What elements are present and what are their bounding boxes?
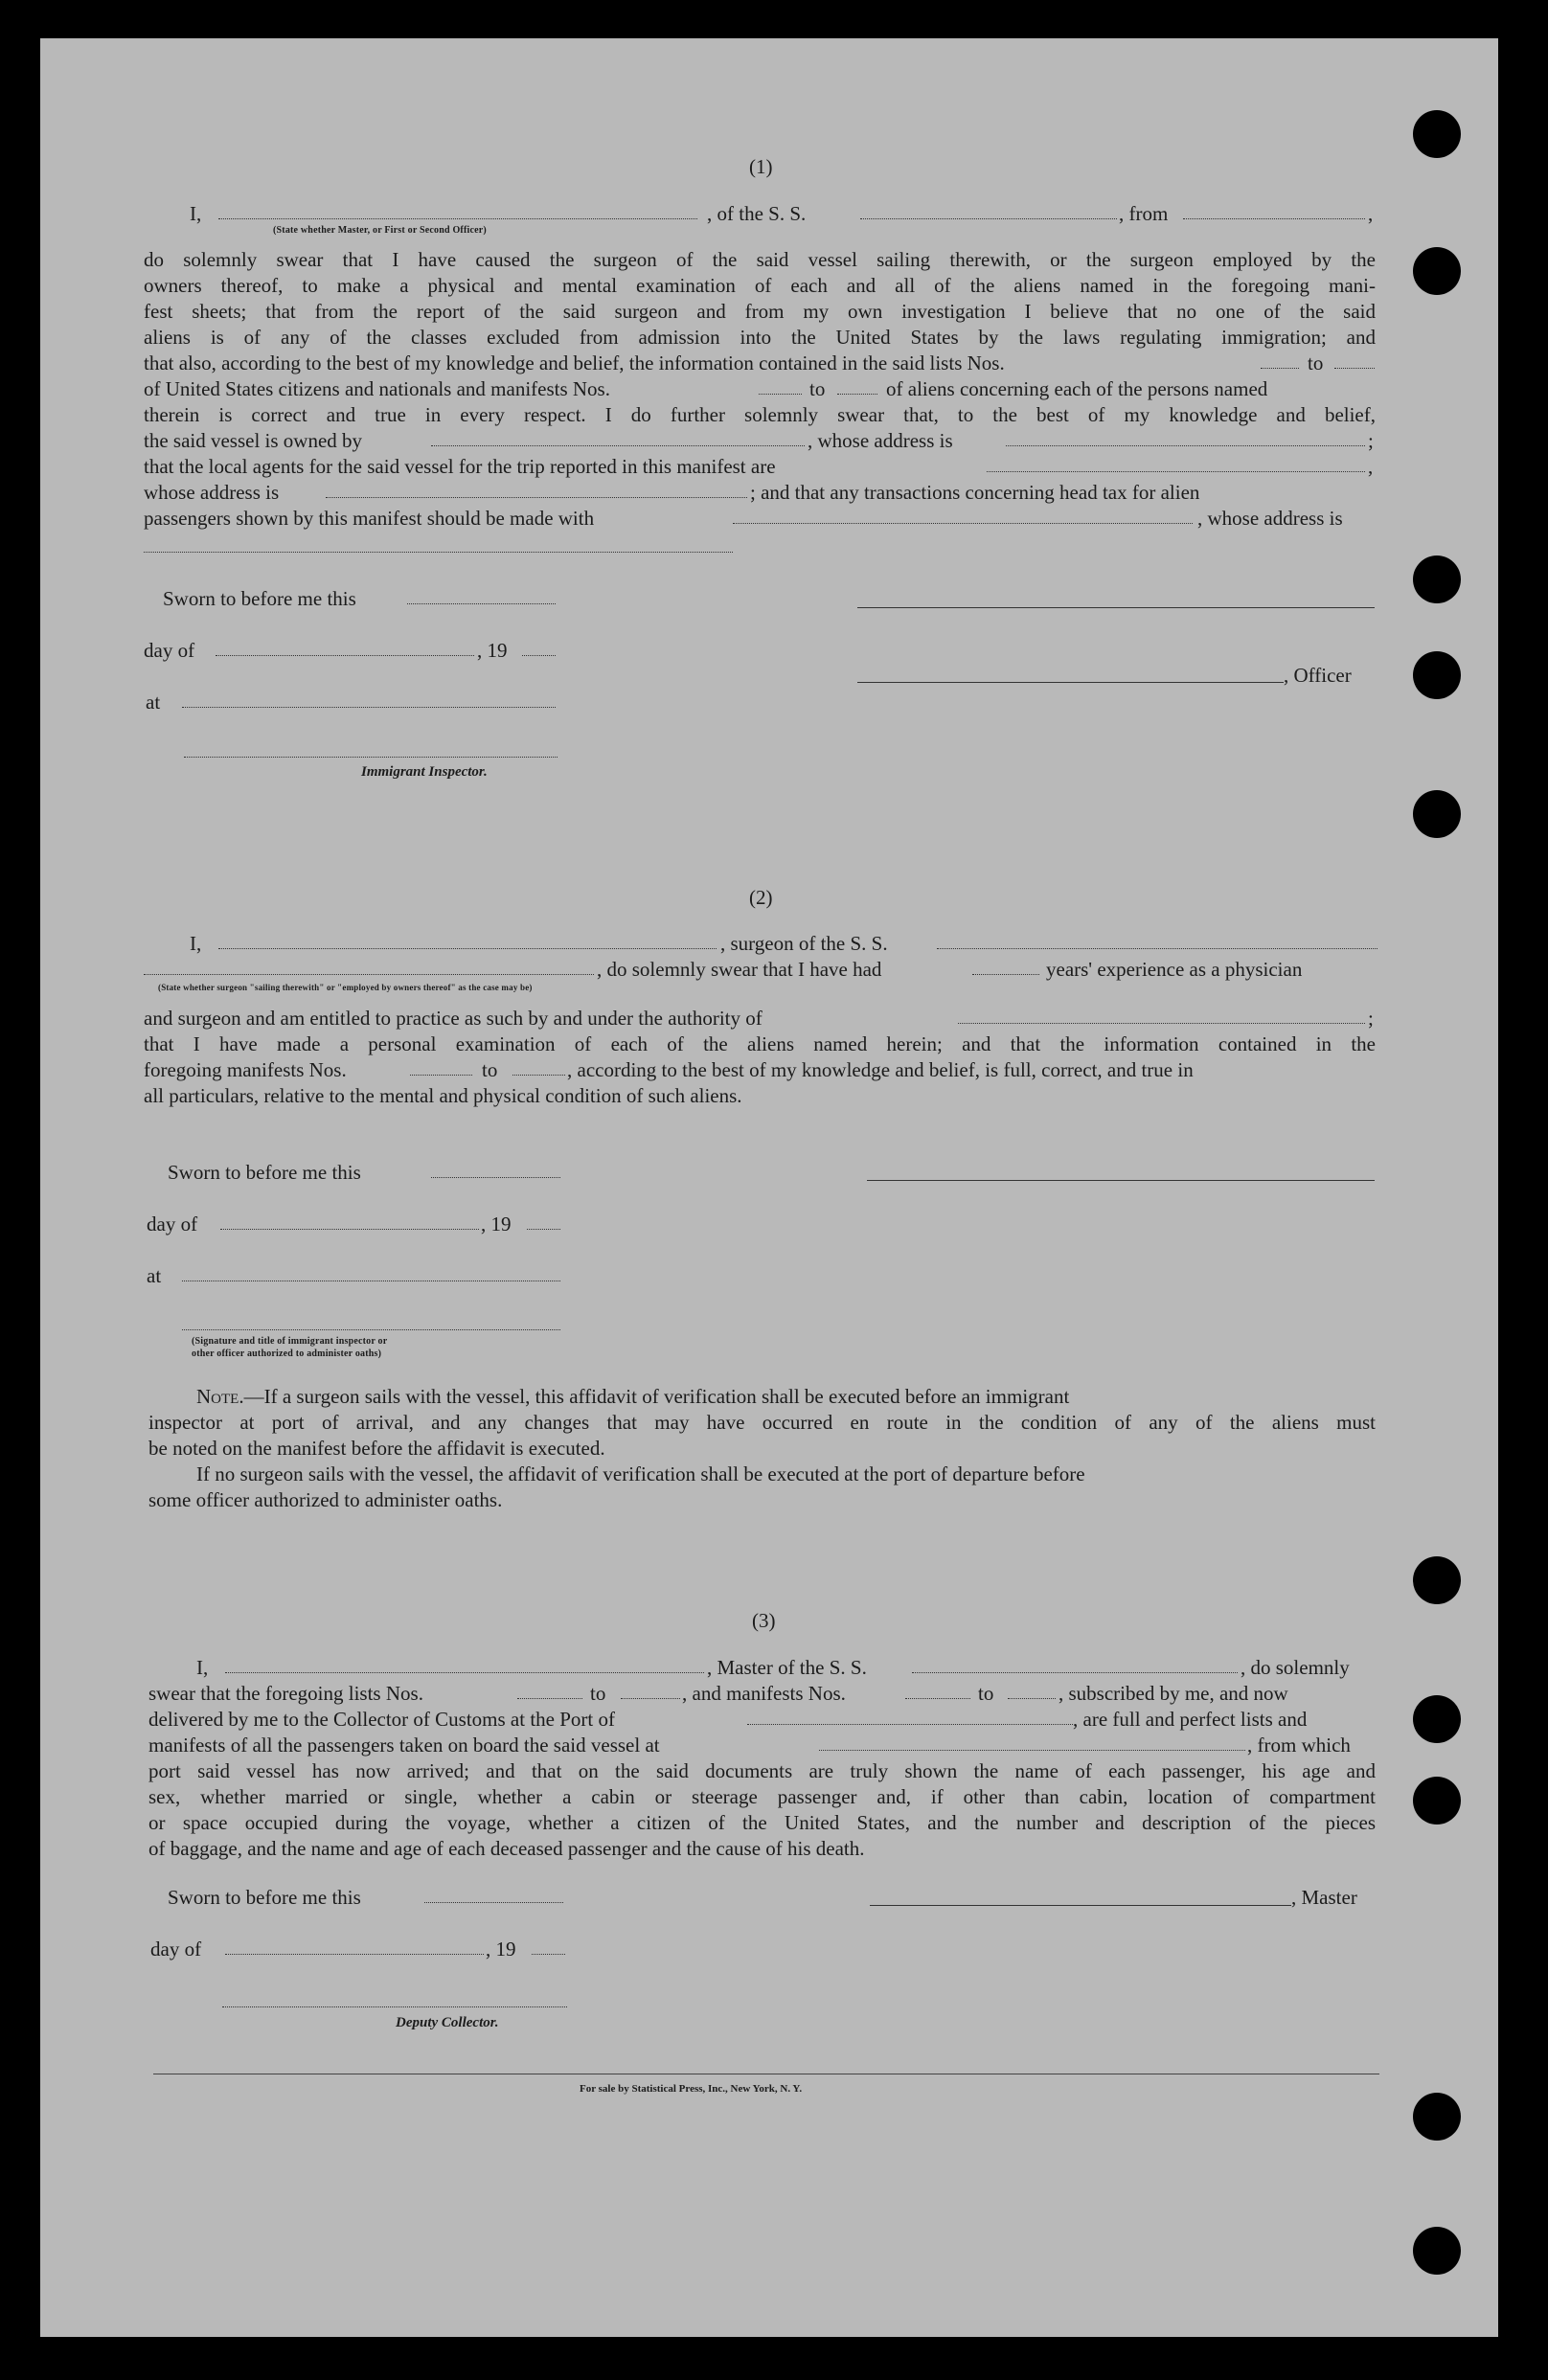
day-of-field[interactable] [225,1954,484,1955]
at-label: at [147,1264,162,1287]
day-of-field[interactable] [216,655,474,656]
owner-name-field[interactable] [431,445,805,446]
manifest-no-from-field[interactable] [759,394,802,395]
oath-text-line: and surgeon and am entitled to practice as such by and under the authority of [144,1007,763,1030]
port-of-departure-field[interactable] [819,1750,1245,1751]
years-label: years' experience as a physician [1046,958,1303,981]
oath-text-line: passengers shown by this manifest should be made with [144,507,595,530]
day-of-label: day of [147,1213,198,1235]
label-to: to [590,1682,606,1705]
officer-rank-note: (State whether Master, or First or Second Officer) [273,225,487,236]
inspector-signature-line[interactable] [182,1329,560,1330]
year-field[interactable] [532,1954,565,1955]
oath-text-line: of baggage, and the name and age of each deceased passenger and the cause of his death. [148,1837,865,1860]
label-i: I, [190,202,202,225]
head-tax-address-field[interactable] [144,552,733,553]
oath-text-line: owners thereof, to make a physical and mental examination of each and all of the aliens named in the foregoing mani- [144,274,1376,297]
oath-text-line: , and manifests Nos. [682,1682,846,1705]
oath-header-line [190,201,201,227]
year-label: , 19 [481,1213,512,1235]
oath-text-line: , whose address is [1197,507,1343,530]
year-label: , 19 [477,639,508,662]
port-of-arrival-field[interactable] [747,1724,1073,1725]
day-of-field[interactable] [220,1229,479,1230]
binder-hole [1413,555,1461,603]
oath-text-line: whose address is [144,481,280,504]
oath-text-line: all particulars, relative to the mental and physical condition of such aliens. [144,1084,742,1107]
section-number: (3) [752,1609,776,1632]
oath-text-line: sex, whether married or single, whether a cabin or steerage passenger and, if other than cabin, location of compartment [148,1785,1376,1808]
binder-hole [1413,110,1461,158]
owner-address-field[interactable] [1006,445,1365,446]
sworn-date-field[interactable] [424,1902,563,1903]
oath-text-line: foregoing manifests Nos. [144,1058,347,1081]
do-solemnly-label: , do solemnly swear that I have had [597,958,882,981]
surgeon-status-note: (State whether surgeon "sailing therewith" or "employed by owners thereof" as the case may be) [158,983,533,992]
label-of-the-ss: , of the S. S. [707,202,807,225]
sworn-label: Sworn to before me this [168,1161,361,1184]
label-to: to [482,1058,498,1081]
oath-text-line: of aliens concerning each of the persons named [886,377,1268,400]
officer-name-field[interactable] [218,218,697,219]
label-to: to [978,1682,994,1705]
oath-text-line: , subscribed by me, and now [1059,1682,1288,1705]
list-no-from-field[interactable] [1261,368,1299,369]
binder-hole [1413,1695,1461,1743]
sworn-label: Sworn to before me this [163,587,356,610]
oath-text-line: , from which [1247,1734,1351,1757]
label-i: I, [190,932,202,955]
section-number: (2) [749,886,773,909]
sworn-label: Sworn to before me this [168,1886,361,1909]
master-signature-line[interactable] [870,1905,1291,1906]
list-no-from-field[interactable] [517,1698,582,1699]
oath-text-line: ; and that any transactions concerning head tax for alien [750,481,1200,504]
surgeon-ship-field[interactable] [937,948,1377,949]
at-place-field[interactable] [182,707,556,708]
binder-hole [1413,2227,1461,2275]
note-line: be noted on the manifest before the affidavit is executed. [148,1437,605,1460]
oath-text-line: that I have made a personal examination of each of the aliens named herein; and that the information contained in the [144,1032,1376,1055]
section-number: (1) [749,155,773,178]
label-surgeon-of: , surgeon of the S. S. [720,932,888,955]
manifest-no-to-field[interactable] [512,1075,565,1076]
deputy-collector-signature-line[interactable] [222,2006,567,2007]
inspector-signature-line[interactable] [184,757,558,758]
oath-text-line: therein is correct and true in every respect. I do further solemnly swear that, to the best of my knowledge and belief, [144,403,1376,426]
oath-text-line: the said vessel is owned by [144,429,363,452]
label-to: to [1308,351,1324,374]
semicolon: ; [1368,429,1374,452]
year-label: , 19 [486,1938,516,1961]
printer-imprint: For sale by Statistical Press, Inc., New York, N. Y. [580,2083,803,2095]
list-no-to-field[interactable] [621,1698,680,1699]
ship-name-field[interactable] [860,218,1117,219]
oath-text-line: , according to the best of my knowledge and belief, is full, correct, and true in [567,1058,1194,1081]
officer-title-line[interactable] [857,682,1284,683]
immigrant-inspector-label: Immigrant Inspector. [361,764,488,780]
oath-text-line: do solemnly swear that I have caused the surgeon of the said vessel sailing therewith, or the surgeon employed by the [144,248,1376,271]
sworn-date-field[interactable] [431,1177,560,1178]
authority-field[interactable] [958,1023,1365,1024]
signature-note: (Signature and title of immigrant inspector or [192,1336,388,1347]
master-label: , Master [1291,1886,1357,1909]
oath-text-line: , are full and perfect lists and [1073,1708,1308,1731]
oath-text-line: swear that the foregoing lists Nos. [148,1682,423,1705]
officer-label: , Officer [1284,664,1352,687]
do-solemnly-label: , do solemnly [1241,1656,1350,1679]
binder-hole [1413,247,1461,295]
oath-text-line: fest sheets; that from the report of the said surgeon and from my own investigation I believe that no one of the said [144,300,1376,323]
semicolon: ; [1368,1007,1374,1030]
oath-text-line: delivered by me to the Collector of Customs at the Port of [148,1708,615,1731]
label-from: , from [1119,202,1169,225]
note-label: Note. [196,1385,244,1408]
oath-text-line: manifests of all the passengers taken on board the said vessel at [148,1734,660,1757]
officer-signature-line[interactable] [857,607,1375,608]
note-text: —If a surgeon sails with the vessel, this affidavit of verification shall be executed before an immigrant [243,1385,1070,1408]
oath-text-line: or space occupied during the voyage, whether a citizen of the United States, and the number and description of the pieces [148,1811,1376,1834]
manifest-no-to-field[interactable] [1008,1698,1056,1699]
surgeon-signature-line[interactable] [867,1180,1375,1181]
manifest-no-from-field[interactable] [410,1075,472,1076]
note-line: some officer authorized to administer oaths. [148,1488,503,1511]
oath-text-line: port said vessel has now arrived; and that on the said documents are truly shown the name of each passenger, his age and [148,1759,1376,1782]
comma: , [1368,455,1374,478]
binder-hole [1413,1556,1461,1604]
local-agents-field[interactable] [987,471,1365,472]
binder-hole [1413,651,1461,699]
port-from-field[interactable] [1183,218,1365,219]
label-whose-address: , whose address is [808,429,953,452]
manifest-no-from-field[interactable] [905,1698,970,1699]
day-of-label: day of [150,1938,202,1961]
note-line: If no surgeon sails with the vessel, the affidavit of verification shall be executed at the port of departure before [196,1462,1085,1485]
label-i: I, [196,1656,209,1679]
day-of-label: day of [144,639,195,662]
oath-text-line: of United States citizens and nationals and manifests Nos. [144,377,610,400]
comma: , [1368,202,1374,225]
surgeon-status-field[interactable] [144,974,594,975]
label-to: to [809,377,826,400]
oath-text-line: that the local agents for the said vessel for the trip reported in this manifest are [144,455,776,478]
year-field[interactable] [527,1229,560,1230]
years-experience-field[interactable] [972,974,1039,975]
oath-text-line: aliens is of any of the classes excluded from admission into the United States by the laws regulating immigration; and [144,326,1376,349]
surgeon-name-field[interactable] [218,948,717,949]
signature-note: other officer authorized to administer oaths) [192,1349,382,1359]
at-label: at [146,691,161,714]
note-line: inspector at port of arrival, and any changes that may have occurred en route in the condition of any of the aliens must [148,1411,1376,1434]
year-field[interactable] [522,655,556,656]
binder-hole [1413,2093,1461,2141]
label-master-of: , Master of the S. S. [707,1656,867,1679]
binder-hole [1413,1777,1461,1825]
master-ship-field[interactable] [912,1672,1238,1673]
list-no-to-field[interactable] [1334,368,1375,369]
master-name-field[interactable] [225,1672,704,1673]
agents-address-field[interactable] [326,497,747,498]
binder-hole [1413,790,1461,838]
head-tax-contact-field[interactable] [733,523,1193,524]
note-line [196,1384,1069,1410]
oath-text-line: that also, according to the best of my knowledge and belief, the information contained in the said lists Nos. [144,351,1005,374]
manifest-no-to-field[interactable] [837,394,877,395]
sworn-date-field[interactable] [407,603,556,604]
deputy-collector-label: Deputy Collector. [396,2015,499,2030]
